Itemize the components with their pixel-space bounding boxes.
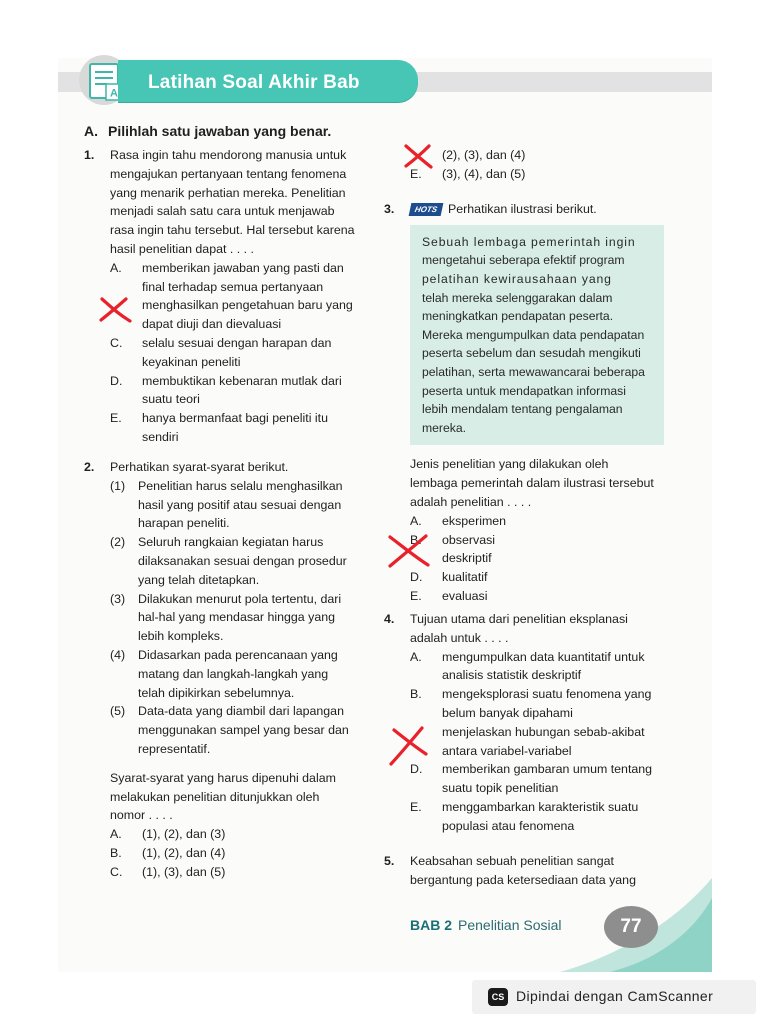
option-d[interactable]: D. memberikan gambaran umum tentang suatu topik penelitian	[410, 762, 653, 796]
option-d[interactable]: D. membuktikan kebenaran mutlak dari suatu teori	[110, 373, 342, 407]
page-title: Latihan Soal Akhir Bab	[148, 72, 360, 93]
answer-mark-q2	[402, 142, 434, 170]
question-prompt: Jenis penelitian yang dilakukan oleh lembaga pemerintah dalam ilustrasi tersebut adalah penelitian . . . .	[410, 457, 654, 509]
option-c[interactable]: deskriptif	[442, 551, 492, 566]
condition-item: (1) Penelitian harus selalu menghasilkan hasil yang positif atau sesuai dengan harapan peneliti.	[110, 478, 343, 531]
option-a[interactable]: A. mengumpulkan data kuantitatif untuk analisis statistik deskriptif	[410, 649, 645, 683]
option-e[interactable]: E. evaluasi	[410, 588, 488, 603]
camscanner-icon: CS	[488, 988, 508, 1006]
page-number: 77	[604, 906, 658, 948]
question-3: 3. HOTS Perhatikan ilustrasi berikut. Sebuah lembaga pemerintah ingin mengetahui seberapa efektif program pelatihan kewirausahaan yang telah mereka selenggarakan dalam meningkatkan pendapatan peserta. Mereka mengumpulkan data pendapatan peserta sebelum dan sesudah mengikuti pelatihan, serta mewawancarai beberapa peserta untuk mendapatkan informasi lebih mendalam tentang pengalaman mereka. Jenis penelitian yang dilakukan oleh lembaga pemerintah dalam ilustrasi tersebut adalah penelitian . . . . A. eksperimen B. observasi deskriptif D. kualitatif E. evaluasi	[384, 200, 664, 606]
option-c[interactable]: C. selalu sesuai dengan harapan dan keyakinan peneliti	[110, 335, 332, 369]
option-c[interactable]: C. (1), (3), dan (5)	[110, 864, 226, 879]
question-2: 2. Perhatikan syarat-syarat berikut. (1) Penelitian harus selalu menghasilkan hasil yang positif atau sesuai dengan harapan peneliti. (2) Seluruh rangkaian kegiatan harus dilaksanakan sesuai dengan prosedur yang telah ditetapkan. (3) Dilakukan menurut pola tertentu, dari hal-hal yang mendasar hingga yang lebih kompleks. (4) Didasarkan pada perencanaan yang matang dan langkah-langkah yang telah dipikirkan sebelumnya. (5) Data-data yang diambil dari lapangan menggunakan sampel yang besar dan representatif. Syarat-syarat yang harus dipenuhi dalam melakukan penelitian ditunjukkan oleh nomor . . . . A. (1), (2), dan (3) B. (1), (2), dan (4) C. (1), (3), dan (5)	[84, 458, 366, 882]
condition-item: (2) Seluruh rangkaian kegiatan harus dilaksanakan sesuai dengan prosedur yang telah ditetapkan.	[110, 535, 347, 587]
question-5: 5. Keabsahan sebuah penelitian sangat bergantung pada ketersediaan data yang	[384, 854, 636, 887]
option-a[interactable]: A. eksperimen	[410, 513, 507, 528]
svg-text:A: A	[110, 87, 118, 100]
option-b[interactable]: B. mengeksplorasi suatu fenomena yang belum banyak dipahami	[410, 687, 652, 720]
question-1: 1. Rasa ingin tahu mendorong manusia untuk mengajukan pertanyaan tentang fenomena yang menarik perhatian mereka. Penelitian menjadi salah satu cara untuk menjawab rasa ingin tahu tersebut. Hal tersebut karena hasil penelitian dapat . . . . A. memberikan jawaban yang pasti dan final terhadap semua pertanyaan menghasilkan pengetahuan baru yang dapat diuji dan dievaluasi C. selalu sesuai dengan harapan dan keyakinan peneliti D. membuktikan kebenaran mutlak dari suatu teori E. hanya bermanfaat bagi peneliti itu sendiri	[84, 146, 366, 447]
option-b[interactable]: menghasilkan pengetahuan baru yang dapat diuji dan dievaluasi	[142, 298, 353, 332]
answer-mark-q1	[98, 296, 134, 324]
scanner-watermark: CS Dipindai dengan CamScanner	[472, 980, 756, 1014]
option-d[interactable]: D. kualitatif	[410, 570, 488, 585]
chapter-footer: BAB 2 Penelitian Sosial	[410, 917, 562, 933]
option-b[interactable]: B. (1), (2), dan (4)	[110, 845, 226, 860]
option-e[interactable]: E. (3), (4), dan (5)	[410, 166, 526, 181]
answer-mark-q4	[386, 724, 432, 768]
option-c[interactable]: menjelaskan hubungan sebab-akibat antara variabel-variabel	[442, 724, 645, 758]
option-a[interactable]: A. (1), (2), dan (3)	[110, 827, 226, 842]
question-4: 4. Tujuan utama dari penelitian eksplanasi adalah untuk . . . . A. mengumpulkan data kuantitatif untuk analisis statistik deskriptif B. mengeksplorasi suatu fenomena yang belum banyak dipahami menjelaskan hubungan sebab-akibat antara variabel-variabel D. memberikan gambaran umum tentang suatu topik penelitian E. menggambarkan karakteristik suatu populasi atau fenomena	[384, 610, 666, 836]
option-a[interactable]: A. memberikan jawaban yang pasti dan final terhadap semua pertanyaan	[110, 260, 344, 294]
question-stem: Rasa ingin tahu mendorong manusia untuk mengajukan pertanyaan tentang fenomena yang menarik perhatian mereka. Penelitian menjadi salah satu cara untuk menjawab rasa ingin tahu tersebut. Hal tersebut karena hasil penelitian dapat . . . .	[110, 148, 355, 256]
hots-badge: HOTS	[409, 203, 444, 216]
condition-item: (3) Dilakukan menurut pola tertentu, dari hal-hal yang mendasar hingga yang lebih kompleks.	[110, 591, 342, 644]
answer-mark-q3	[386, 532, 432, 570]
option-e[interactable]: E. hanya bermanfaat bagi peneliti itu sendiri	[110, 411, 328, 444]
condition-item: (5) Data-data yang diambil dari lapangan menggunakan sampel yang besar dan representatif.	[110, 704, 349, 756]
option-e[interactable]: E. menggambarkan karakteristik suatu populasi atau fenomena	[410, 799, 639, 833]
illustration-box: Sebuah lembaga pemerintah ingin mengetahui seberapa efektif program pelatihan kewirausahaan yang telah mereka selenggarakan dalam meningkatkan pendapatan peserta. Mereka mengumpulkan data pendapatan peserta sebelum dan sesudah mengikuti pelatihan, serta mewawancarai beberapa peserta untuk mendapatkan informasi lebih mendalam tentang pengalaman mereka.	[410, 225, 664, 446]
option-b[interactable]: B. observasi	[410, 532, 496, 547]
section-heading: A. Pilihlah satu jawaban yang benar.	[84, 123, 332, 139]
option-d[interactable]: (2), (3), dan (4)	[442, 148, 526, 162]
condition-item: (4) Didasarkan pada perencanaan yang matang dan langkah-langkah yang telah dipikirkan sebelumnya.	[110, 647, 338, 700]
question-prompt: Syarat-syarat yang harus dipenuhi dalam melakukan penelitian ditunjukkan oleh nomor . . . .	[110, 770, 336, 823]
